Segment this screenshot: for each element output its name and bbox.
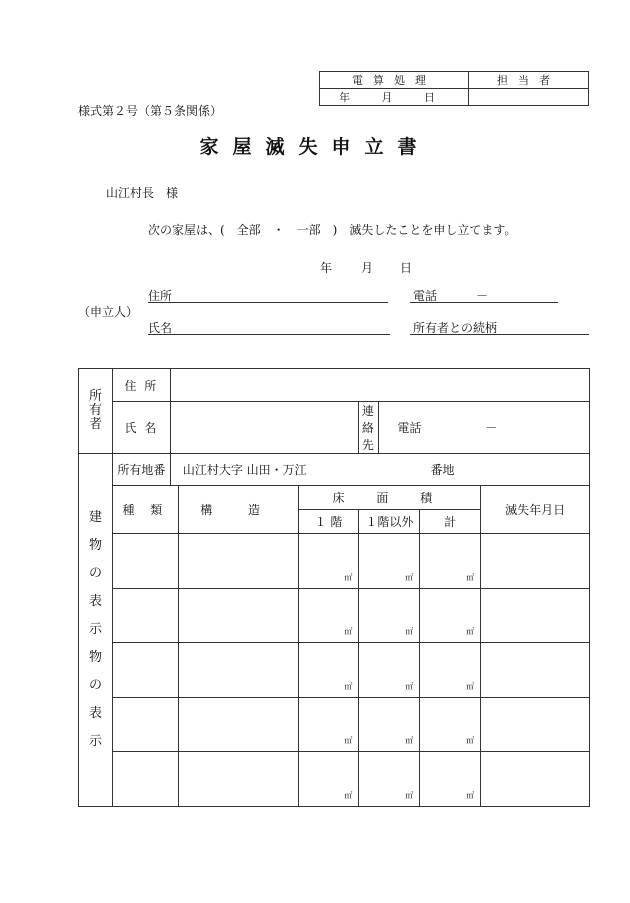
- page-title: 家屋滅失申立書: [199, 136, 431, 158]
- owner-contact-label: 連 絡 先: [359, 402, 379, 454]
- header-floor-area: 床 面 積: [298, 486, 481, 510]
- unit-label: ㎡: [405, 682, 414, 691]
- row-floor1-field[interactable]: [298, 752, 359, 807]
- row-structure-field[interactable]: [178, 589, 298, 643]
- row-floor1-field[interactable]: [298, 534, 359, 589]
- unit-label: ㎡: [344, 682, 353, 691]
- staff-label: 担当者: [469, 72, 589, 89]
- header-type: 種 類: [112, 486, 178, 534]
- unit-label: ㎡: [466, 791, 475, 800]
- row-total-field[interactable]: [420, 643, 481, 698]
- row-total-field[interactable]: [420, 589, 481, 643]
- owner-phone-dash: －: [485, 421, 498, 435]
- applicant-address-line[interactable]: [148, 302, 388, 303]
- applicant-phone-label: 電話: [413, 289, 438, 303]
- row-floor-other-field[interactable]: [359, 643, 420, 698]
- row-type-field[interactable]: [112, 589, 178, 643]
- row-type-field[interactable]: [112, 752, 178, 807]
- row-loss-date-field[interactable]: [481, 534, 590, 589]
- row-floor1-field[interactable]: [298, 698, 359, 752]
- unit-label: ㎡: [405, 791, 414, 800]
- owner-address-label: 住 所: [112, 369, 170, 402]
- staff-value[interactable]: [469, 89, 589, 106]
- date-day: 日: [400, 261, 413, 275]
- applicant-address-label: 住所: [148, 289, 173, 303]
- unit-label: ㎡: [405, 736, 414, 745]
- building-section-label: 建物の表示物の表示: [79, 454, 113, 807]
- date-year: 年: [320, 261, 333, 275]
- row-floor1-field[interactable]: [298, 643, 359, 698]
- unit-label: ㎡: [466, 736, 475, 745]
- row-loss-date-field[interactable]: [481, 589, 590, 643]
- row-loss-date-field[interactable]: [481, 643, 590, 698]
- unit-label: ㎡: [405, 573, 414, 582]
- row-floor-other-field[interactable]: [359, 752, 420, 807]
- unit-label: ㎡: [466, 627, 475, 636]
- row-total-field[interactable]: [420, 534, 481, 589]
- unit-label: ㎡: [344, 627, 353, 636]
- row-type-field[interactable]: [112, 698, 178, 752]
- main-table: [78, 368, 590, 807]
- applicant-relation-line[interactable]: [410, 334, 589, 335]
- processing-date-label: 年 月 日: [320, 89, 469, 106]
- applicant-label: （申立人）: [78, 305, 139, 319]
- owner-section-label: 所有者: [79, 369, 113, 454]
- processing-label: 電算処理: [320, 72, 469, 89]
- row-floor-other-field[interactable]: [359, 589, 420, 643]
- row-floor1-field[interactable]: [298, 589, 359, 643]
- unit-label: ㎡: [344, 573, 353, 582]
- office-use-box: [319, 71, 589, 106]
- location-field[interactable]: [170, 454, 589, 486]
- row-type-field[interactable]: [112, 534, 178, 589]
- unit-label: ㎡: [405, 627, 414, 636]
- applicant-name-label: 氏名: [148, 321, 173, 335]
- addressee: 山江村長 様: [106, 186, 179, 200]
- header-floor1: １ 階: [298, 510, 359, 534]
- applicant-phone-line[interactable]: [410, 302, 558, 303]
- unit-label: ㎡: [344, 736, 353, 745]
- applicant-relation-label: 所有者との続柄: [413, 321, 498, 335]
- applicant-name-line[interactable]: [148, 334, 390, 335]
- row-structure-field[interactable]: [178, 534, 298, 589]
- owner-name-label: 氏 名: [112, 402, 170, 454]
- header-loss-date: 滅失年月日: [481, 486, 590, 534]
- unit-label: ㎡: [466, 573, 475, 582]
- owner-phone-field[interactable]: [379, 402, 590, 454]
- row-floor-other-field[interactable]: [359, 534, 420, 589]
- header-floor-other: １階以外: [359, 510, 420, 534]
- row-floor-other-field[interactable]: [359, 698, 420, 752]
- unit-label: ㎡: [344, 791, 353, 800]
- statement: 次の家屋は、( 全部 ・ 一部 ) 滅失したことを申し立てます。: [148, 223, 517, 237]
- row-loss-date-field[interactable]: [481, 752, 590, 807]
- owner-name-field[interactable]: [170, 402, 359, 454]
- row-structure-field[interactable]: [178, 752, 298, 807]
- row-total-field[interactable]: [420, 752, 481, 807]
- form-number: 様式第２号（第５条関係）: [78, 104, 223, 118]
- header-total: 計: [420, 510, 481, 534]
- row-loss-date-field[interactable]: [481, 698, 590, 752]
- applicant-phone-dash: －: [476, 289, 489, 303]
- header-structure: 構 造: [178, 486, 298, 534]
- row-structure-field[interactable]: [178, 698, 298, 752]
- owner-phone-label: 電話: [397, 421, 422, 435]
- unit-label: ㎡: [466, 682, 475, 691]
- row-total-field[interactable]: [420, 698, 481, 752]
- location-label: 所有地番: [112, 454, 170, 486]
- location-value: 山江村大字 山田・万江: [182, 463, 307, 477]
- owner-address-field[interactable]: [170, 369, 589, 402]
- row-structure-field[interactable]: [178, 643, 298, 698]
- row-type-field[interactable]: [112, 643, 178, 698]
- date-month: 月: [361, 261, 374, 275]
- banchi-label: 番地: [430, 463, 455, 477]
